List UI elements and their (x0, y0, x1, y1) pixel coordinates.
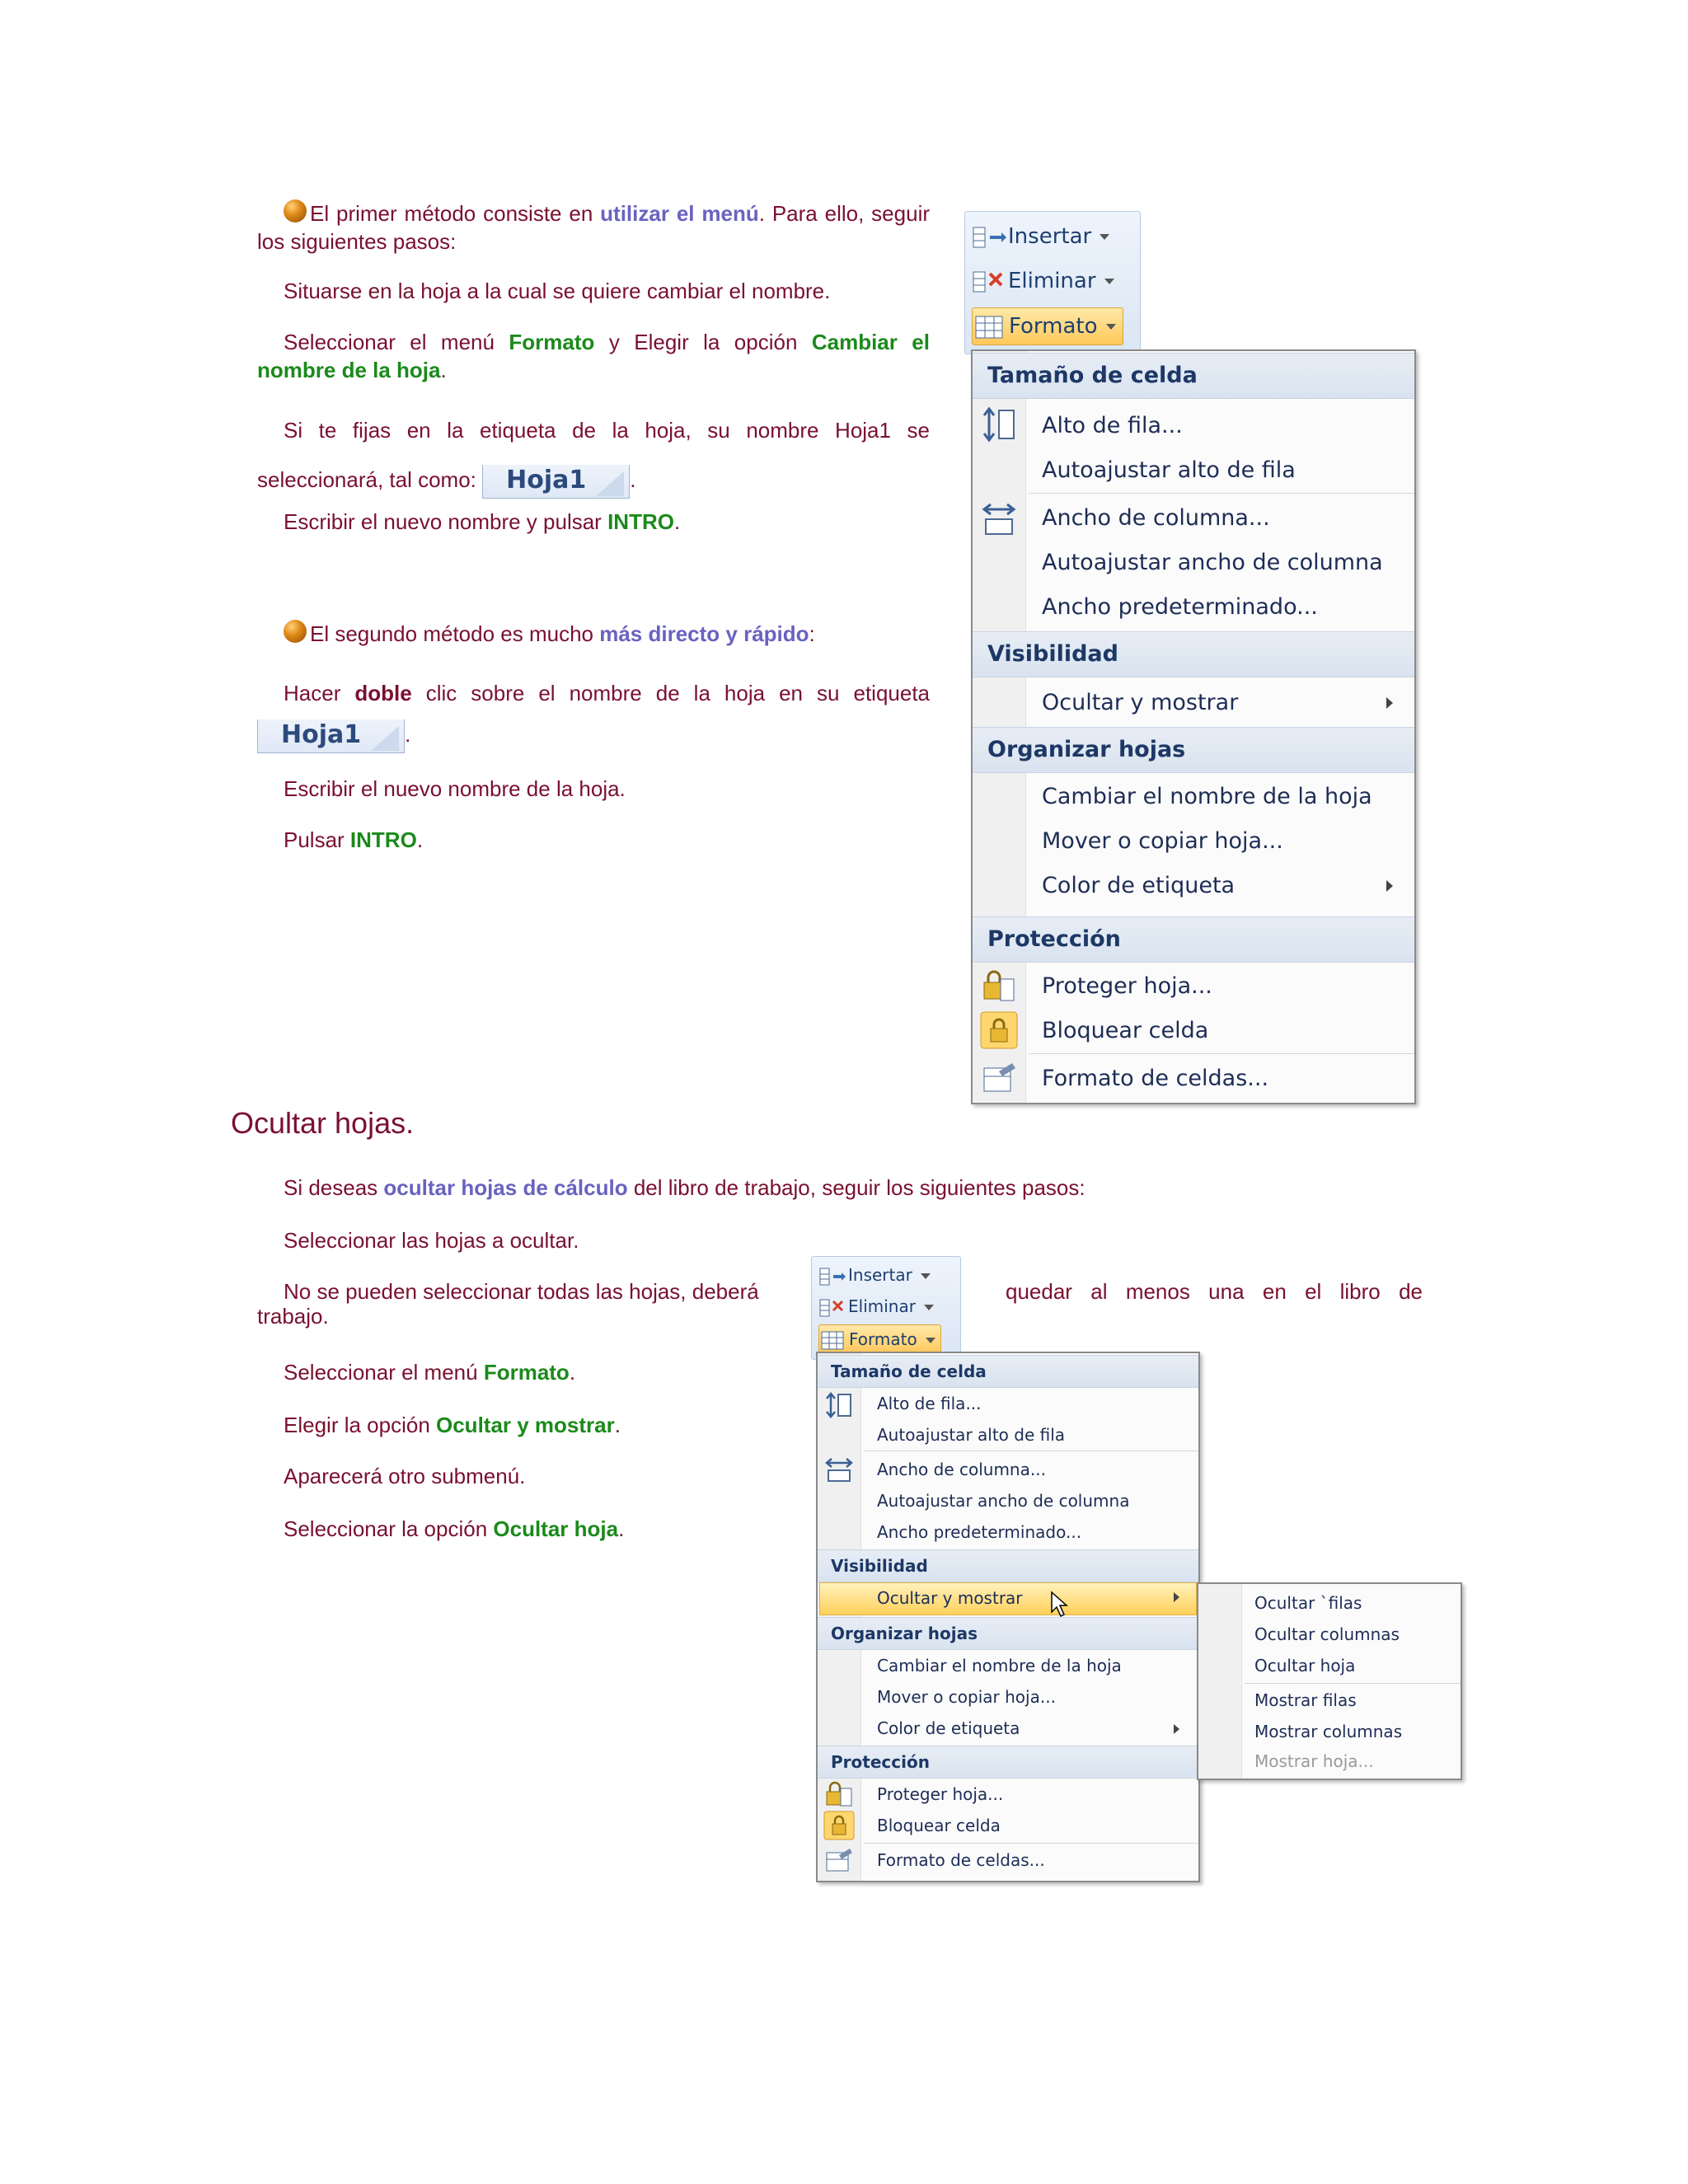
step-text: Si deseas ocultar hojas de cálculo del libro de trabajo, seguir los siguientes pasos: (284, 1175, 1085, 1200)
menu-header-tamano: Tamaño de celda (818, 1355, 1198, 1388)
insertar-button[interactable]: Insertar (818, 1262, 931, 1288)
format-cells-icon (973, 313, 1009, 341)
format-cells-dialog-icon (981, 1060, 1017, 1094)
step-text: quedar al menos una en el libro de (1006, 1279, 1423, 1304)
submenu-item-ocultar-columnas[interactable]: Ocultar columnas (1254, 1624, 1400, 1644)
menu-item-formato-celdas[interactable]: Formato de celdas... (1042, 1066, 1269, 1091)
format-cells-dialog-icon (824, 1846, 854, 1874)
menu-item-formato-celdas[interactable]: Formato de celdas... (877, 1850, 1045, 1870)
link-text: ocultar hojas de cálculo (383, 1175, 628, 1200)
menu-item-alto-fila[interactable]: Alto de fila... (877, 1394, 982, 1413)
submenu-item-mostrar-hoja: Mostrar hoja... (1254, 1751, 1374, 1771)
chevron-down-icon (924, 1305, 934, 1310)
submenu-item-ocultar-filas[interactable]: Ocultar `filas (1254, 1593, 1362, 1613)
submenu-arrow-icon (1386, 880, 1393, 892)
section-heading: Ocultar hojas. (231, 1106, 415, 1140)
protect-sheet-icon (824, 1780, 854, 1808)
sheet-tab: Hoja1 (482, 465, 630, 499)
submenu-arrow-icon (1174, 1724, 1179, 1734)
link-text: más directo y rápido (599, 621, 809, 646)
submenu-item-mostrar-columnas[interactable]: Mostrar columnas (1254, 1722, 1403, 1741)
eliminar-button[interactable]: Eliminar (818, 1293, 934, 1319)
link-text: utilizar el menú (600, 201, 759, 226)
delete-cells-icon (818, 1297, 848, 1319)
chevron-down-icon (926, 1338, 935, 1343)
step-text: Escribir el nuevo nombre de la hoja. (284, 776, 626, 801)
step-text: Seleccionar el menú Formato y Elegir la opción Cambiar el nombre de la hoja. (257, 330, 930, 382)
menu-item-cambiar-nombre[interactable]: Cambiar el nombre de la hoja (1042, 784, 1372, 809)
menu-item-cambiar-nombre[interactable]: Cambiar el nombre de la hoja (877, 1656, 1122, 1675)
step-text: Seleccionar las hojas a ocultar. (284, 1228, 579, 1253)
menu-item-mover-copiar[interactable]: Mover o copiar hoja... (877, 1687, 1056, 1707)
menu-item-autoajustar-alto[interactable]: Autoajustar alto de fila (1042, 457, 1296, 483)
chevron-down-icon (1104, 279, 1114, 284)
mouse-cursor-icon (1050, 1591, 1071, 1619)
step-text: Elegir la opción Ocultar y mostrar. (284, 1413, 621, 1437)
step-text: Escribir el nuevo nombre y pulsar INTRO. (284, 509, 681, 534)
formato-button[interactable]: Formato (972, 307, 1123, 345)
insertar-button[interactable]: Insertar (972, 220, 1109, 253)
menu-header-visibilidad: Visibilidad (818, 1549, 1198, 1582)
step-text: Situarse en la hoja a la cual se quiere cambiar el nombre. (284, 279, 831, 303)
menu-item-autoajustar-ancho[interactable]: Autoajustar ancho de columna (877, 1491, 1130, 1511)
formato-dropdown-menu (971, 349, 1416, 1104)
insert-cells-icon (972, 224, 1008, 251)
step-text: Pulsar INTRO. (284, 827, 424, 852)
menu-item-mover-copiar[interactable]: Mover o copiar hoja... (1042, 828, 1283, 854)
menu-item-ocultar-mostrar[interactable]: Ocultar y mostrar (877, 1588, 1023, 1608)
submenu-arrow-icon (1174, 1592, 1179, 1602)
menu-header-tamano: Tamaño de celda (973, 353, 1414, 399)
sheet-tab: Hoja1 (257, 719, 405, 753)
menu-item-autoajustar-alto[interactable]: Autoajustar alto de fila (877, 1425, 1066, 1445)
submenu-arrow-icon (1386, 697, 1393, 709)
menu-item-ancho-predeterminado[interactable]: Ancho predeterminado... (877, 1522, 1082, 1542)
method1-intro: El primer método consiste en utilizar el menú. Para ello, seguir los siguientes pasos: (257, 201, 931, 254)
step-text: Seleccionar el menú Formato. (284, 1360, 576, 1385)
step-text: Si te fijas en la etiqueta de la hoja, su nombre Hoja1 se seleccionará, tal como: Hoja1 . (257, 405, 930, 504)
submenu-item-ocultar-hoja[interactable]: Ocultar hoja (1254, 1656, 1356, 1675)
ribbon-cells-group (811, 1256, 961, 1360)
menu-item-autoajustar-ancho[interactable]: Autoajustar ancho de columna (1042, 550, 1383, 575)
step-text: Aparecerá otro submenú. (284, 1464, 526, 1488)
column-width-icon (824, 1455, 854, 1483)
chevron-down-icon (921, 1273, 931, 1279)
chevron-down-icon (1106, 324, 1116, 330)
menu-header-proteccion: Protección (973, 916, 1414, 963)
lock-cell-icon (979, 1010, 1019, 1050)
menu-item-ancho-columna[interactable]: Ancho de columna... (877, 1460, 1046, 1479)
formato-dropdown-menu (816, 1352, 1200, 1882)
menu-item-proteger-hoja[interactable]: Proteger hoja... (1042, 973, 1212, 999)
ocultar-mostrar-submenu (1197, 1582, 1462, 1780)
step-text: Hacer doble clic sobre el nombre de la hoja en su etiqueta Hoja1 . (257, 673, 930, 755)
bullet-icon (284, 620, 307, 643)
step-text: Seleccionar la opción Ocultar hoja. (284, 1516, 625, 1541)
eliminar-button[interactable]: Eliminar (972, 265, 1114, 298)
menu-header-organizar: Organizar hojas (973, 727, 1414, 773)
formato-button[interactable]: Formato (818, 1324, 941, 1354)
menu-item-color-etiqueta[interactable]: Color de etiqueta (1042, 873, 1236, 898)
menu-item-proteger-hoja[interactable]: Proteger hoja... (877, 1784, 1004, 1804)
chevron-down-icon (1100, 234, 1109, 240)
row-height-icon (981, 405, 1017, 443)
menu-header-visibilidad: Visibilidad (973, 631, 1414, 677)
bullet-icon (284, 199, 307, 223)
insert-cells-icon (818, 1266, 848, 1287)
step-text: No se pueden seleccionar todas las hojas, deberá (284, 1279, 759, 1304)
menu-header-organizar: Organizar hojas (818, 1617, 1198, 1650)
menu-item-color-etiqueta[interactable]: Color de etiqueta (877, 1718, 1020, 1738)
protect-sheet-icon (981, 968, 1017, 1004)
menu-item-ancho-columna[interactable]: Ancho de columna... (1042, 505, 1270, 531)
menu-header-proteccion: Protección (818, 1746, 1198, 1779)
method2-intro: El segundo método es mucho más directo y rápido: (284, 620, 935, 648)
submenu-item-mostrar-filas[interactable]: Mostrar filas (1254, 1690, 1357, 1710)
lock-cell-icon (823, 1810, 856, 1841)
ribbon-cells-group (964, 211, 1141, 354)
menu-item-ocultar-mostrar[interactable]: Ocultar y mostrar (1042, 690, 1239, 715)
delete-cells-icon (972, 269, 1008, 295)
menu-item-alto-fila[interactable]: Alto de fila... (1042, 413, 1183, 438)
format-cells-icon (819, 1329, 849, 1352)
column-width-icon (981, 499, 1017, 537)
menu-item-bloquear-celda[interactable]: Bloquear celda (1042, 1018, 1209, 1043)
menu-item-ancho-predeterminado[interactable]: Ancho predeterminado... (1042, 594, 1318, 620)
row-height-icon (824, 1391, 854, 1419)
step-text: trabajo. (257, 1304, 329, 1329)
menu-item-bloquear-celda[interactable]: Bloquear celda (877, 1816, 1001, 1835)
